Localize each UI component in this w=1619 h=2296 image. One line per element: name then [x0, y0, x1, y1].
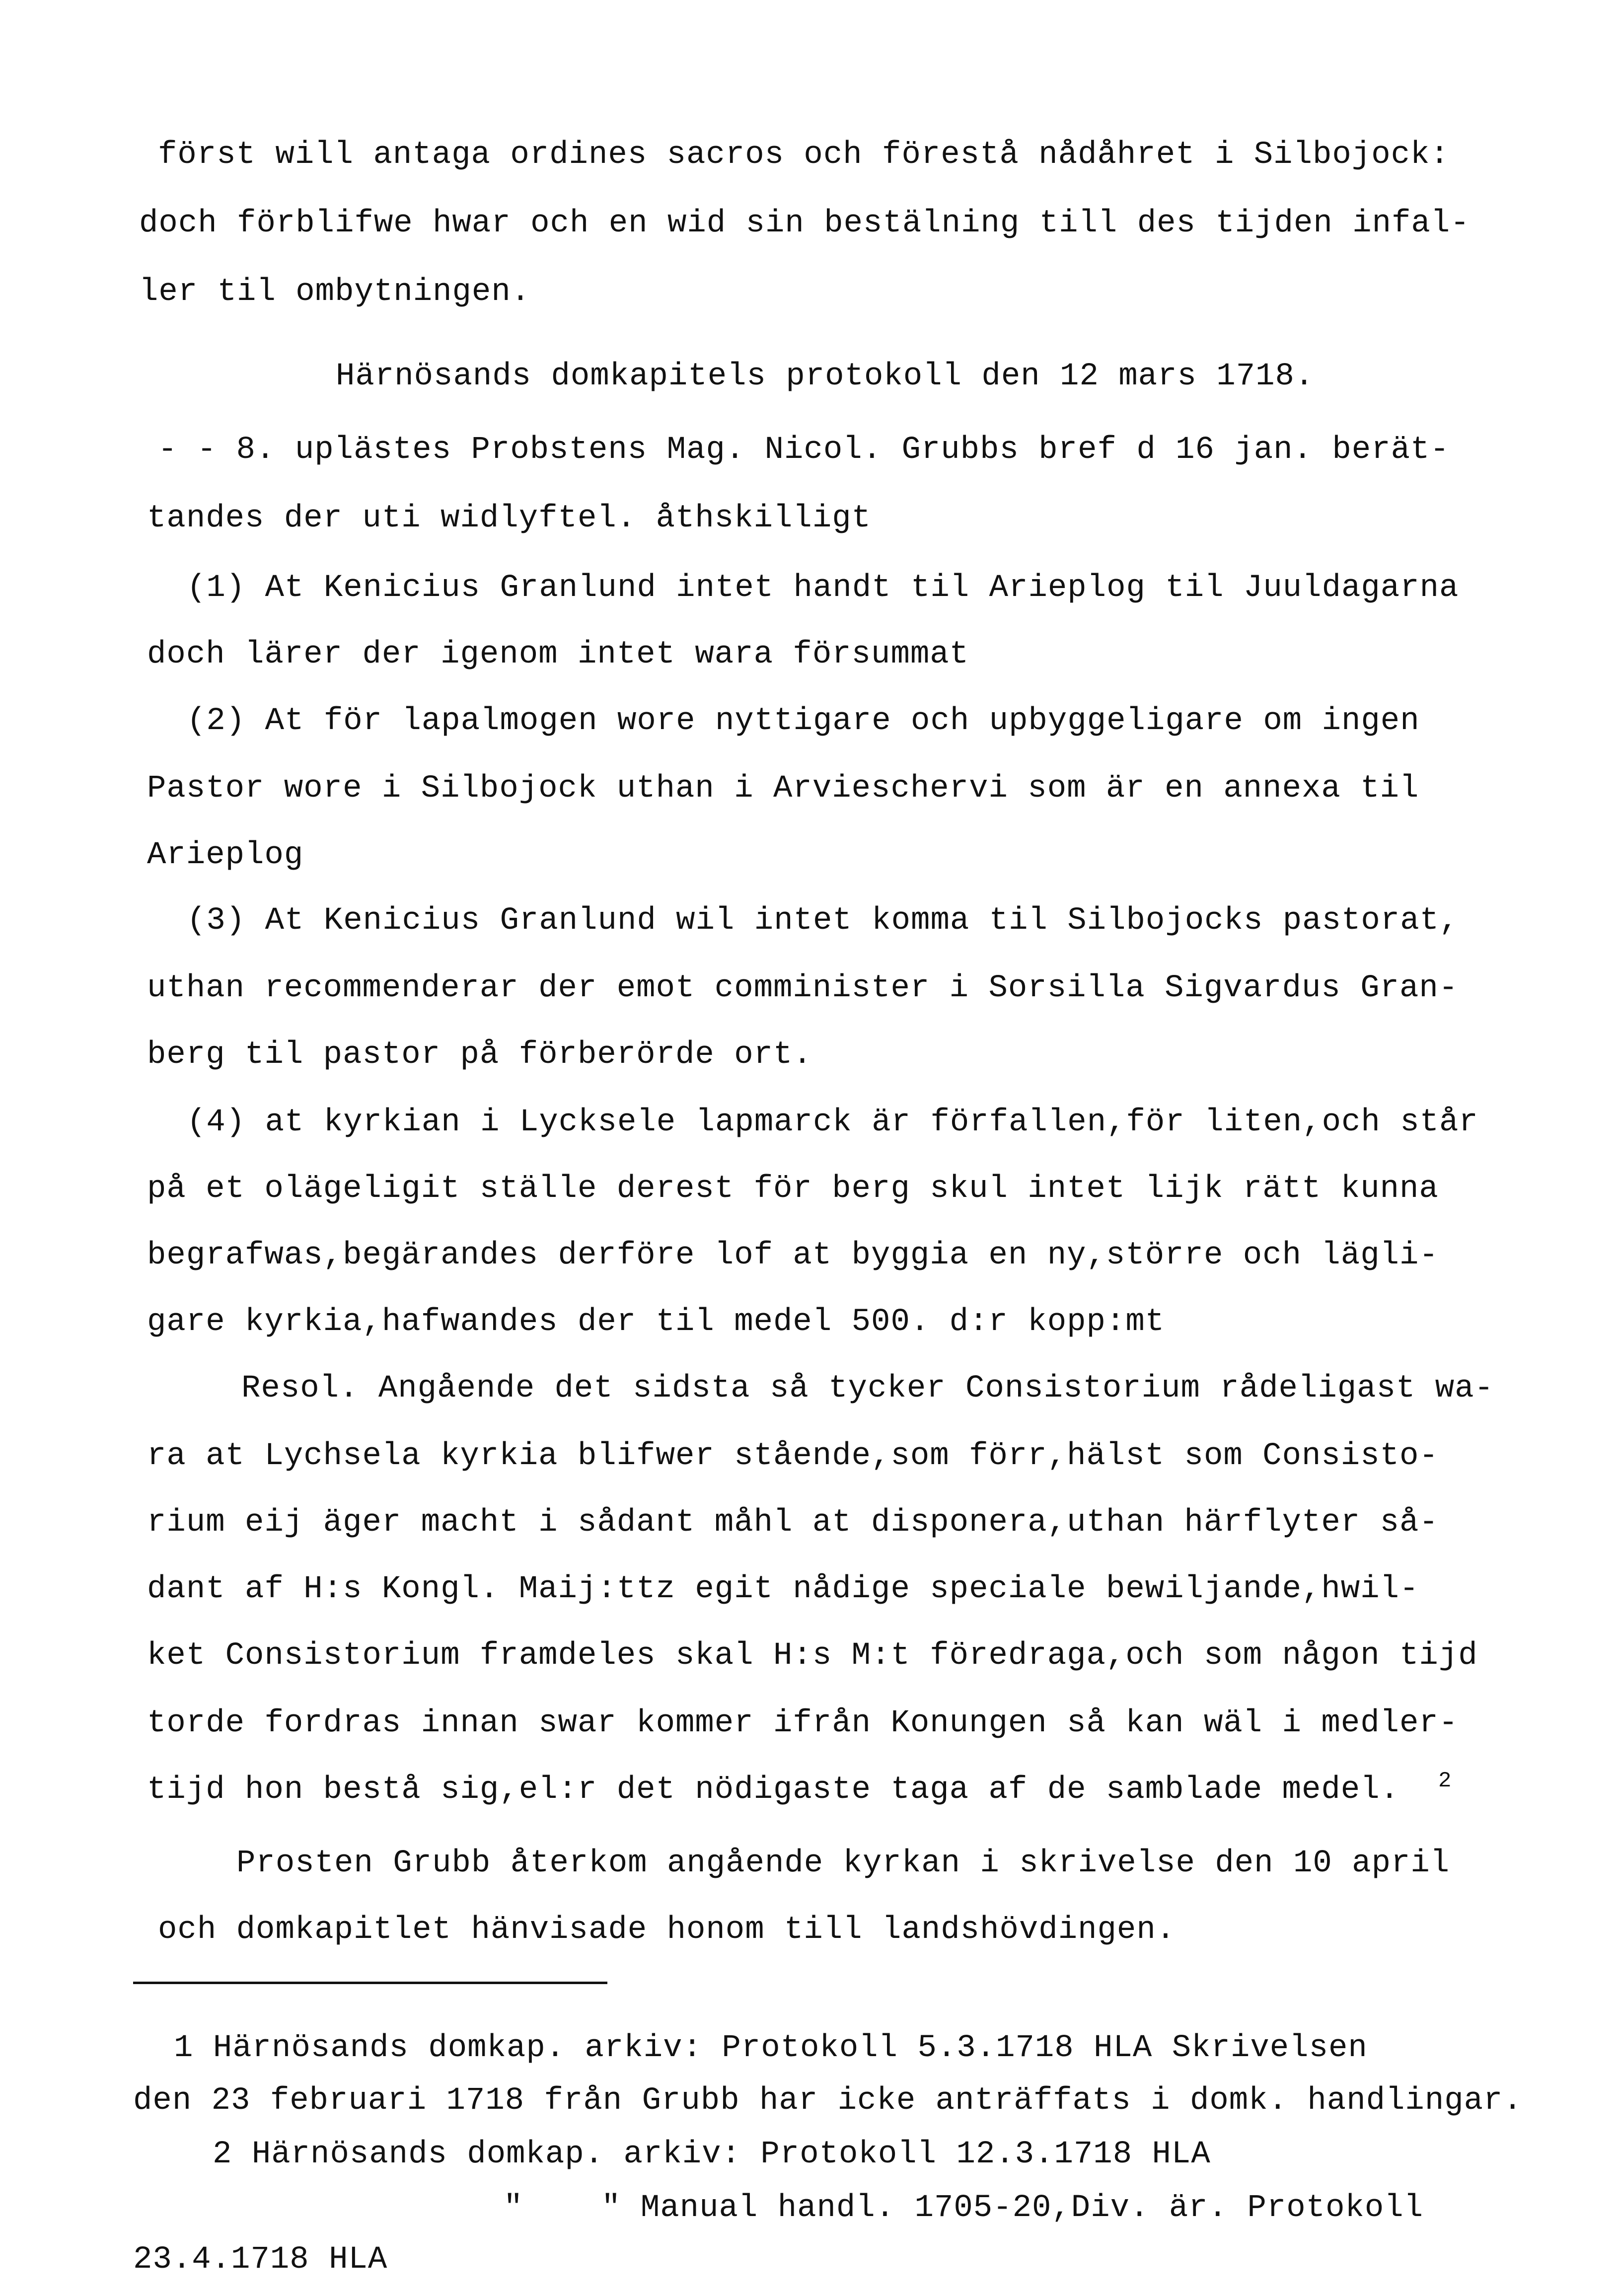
text-line: och domkapitlet hänvisade honom till landshövdingen. — [158, 1912, 1176, 1948]
footnote-line: 1 Härnösands domkap. arkiv: Protokoll 5.3.1718 HLA Skrivelsen — [174, 2030, 1368, 2066]
text-line: begrafwas,begärandes derföre lof at byggia en ny,större och lägli- — [147, 1238, 1439, 1273]
footnote-line: 23.4.1718 HLA — [133, 2242, 388, 2278]
text-line: tijd hon bestå sig,el:r det nödigaste taga af de samblade medel. — [147, 1772, 1399, 1808]
footnote-marker: 2 — [1438, 1769, 1452, 1793]
text-line: gare kyrkia,hafwandes der til medel 500. d:r kopp:mt — [147, 1304, 1165, 1340]
text-line: ket Consistorium framdeles skal H:s M:t föredraga,och som någon tijd — [147, 1638, 1478, 1674]
resolution-line: Resol. Angående det sidsta så tycker Consistorium rådeligast wa- — [241, 1371, 1494, 1407]
footnote-line: den 23 februari 1718 från Grubb har icke anträffats i domk. handlingar. — [133, 2083, 1523, 2119]
text-line: (1) At Kenicius Granlund intet handt til Arieplog til Juuldagarna — [187, 570, 1459, 606]
text-line: torde fordras innan swar kommer ifrån Konungen så kan wäl i medler- — [147, 1705, 1459, 1741]
footnote-rule — [133, 1982, 607, 1984]
text-line: Prosten Grubb återkom angående kyrkan i skrivelse den 10 april — [236, 1846, 1450, 1881]
text-line: rium eij äger macht i sådant måhl at disponera,uthan härflyter så- — [147, 1505, 1439, 1541]
footnote-line: 2 Härnösands domkap. arkiv: Protokoll 12.3.1718 HLA — [213, 2137, 1211, 2172]
text-line: Pastor wore i Silbojock uthan i Arvieschervi som är en annexa til — [147, 771, 1419, 807]
text-line: Arieplog — [147, 837, 304, 873]
text-line: uthan recommenderar der emot comminister i Sorsilla Sigvardus Gran- — [147, 970, 1459, 1006]
text-line: doch lärer der igenom intet wara försummat — [147, 637, 969, 672]
text-line: (2) At för lapalmogen wore nyttigare och upbyggeligare om ingen — [187, 703, 1420, 739]
text-line: ra at Lychsela kyrkia blifwer stående,som förr,hälst som Consisto- — [147, 1438, 1439, 1474]
text-line: dant af H:s Kongl. Maij:ttz egit nådige speciale bewiljande,hwil- — [147, 1571, 1419, 1607]
text-line: berg til pastor på förberörde ort. — [147, 1037, 812, 1073]
text-line: först will antaga ordines sacros och förestå nådåhret i Silbojock: — [158, 137, 1450, 173]
text-line: ler til ombytningen. — [139, 274, 531, 310]
protocol-heading: Härnösands domkapitels protokoll den 12 mars 1718. — [336, 359, 1315, 394]
text-line: (3) At Kenicius Granlund wil intet komma til Silbojocks pastorat, — [187, 903, 1459, 939]
text-line: doch förblifwe hwar och en wid sin bestälning till des tijden infal- — [139, 206, 1470, 241]
text-line: - - 8. uplästes Probstens Mag. Nicol. Grubbs bref d 16 jan. berät- — [158, 432, 1450, 468]
text-line: på et olägeligit ställe derest för berg skul intet lijk rätt kunna — [147, 1171, 1439, 1207]
footnote-line: " " Manual handl. 1705-20,Div. är. Protokoll — [504, 2190, 1424, 2226]
text-line: tandes der uti widlyftel. åthskilligt — [147, 501, 872, 536]
text-line: (4) at kyrkian i Lycksele lapmarck är förfallen,för liten,och står — [187, 1105, 1478, 1140]
